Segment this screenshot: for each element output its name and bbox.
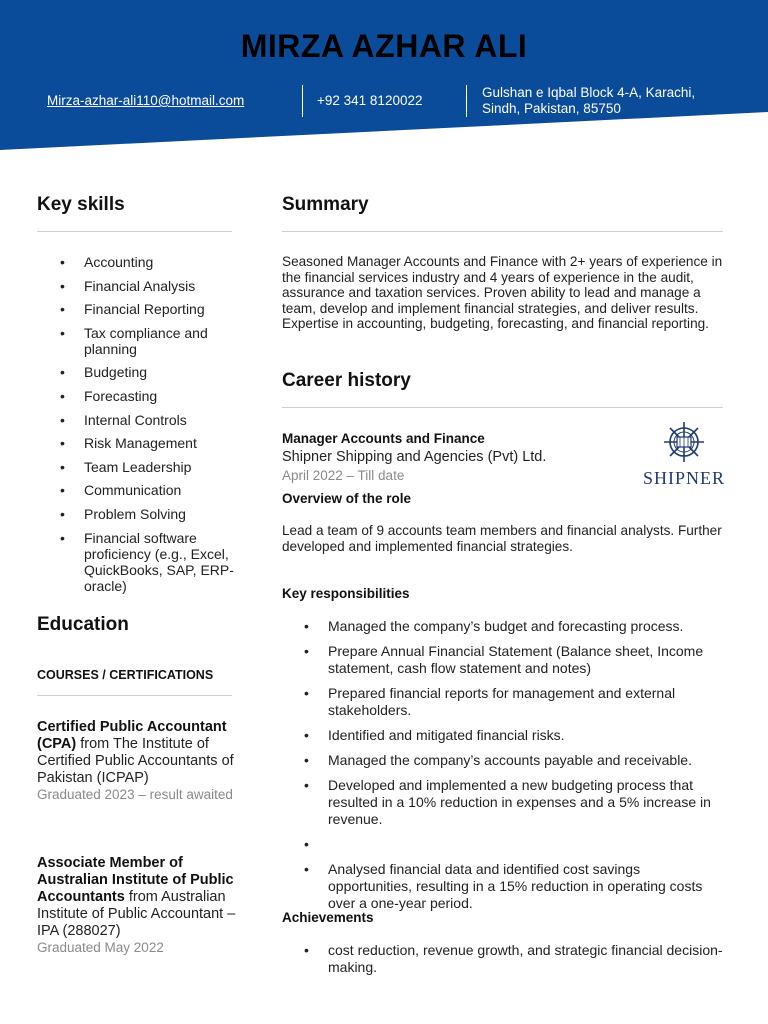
key-skills-list — [60, 254, 240, 601]
list-item: • Managed the company’s accounts payable and receivable. — [304, 752, 724, 769]
list-item: • Communication — [60, 482, 240, 498]
list-item: • Managed the company’s budget and forecasting process. — [304, 618, 724, 635]
header-band — [0, 0, 768, 160]
address — [482, 85, 742, 117]
career-history-heading: Career history — [282, 370, 411, 391]
address-line-2: Sindh, Pakistan, 85750 — [482, 101, 621, 116]
section-divider — [282, 231, 723, 232]
list-item: • Budgeting — [60, 364, 240, 380]
phone-number: +92 341 8120022 — [317, 93, 423, 108]
summary-heading: Summary — [282, 194, 369, 215]
section-divider — [37, 231, 232, 232]
email-link[interactable]: Mirza-azhar-ali110@hotmail.com — [47, 93, 245, 108]
certification-institution: from Australian Institute of Public Accountant – IPA (288027) — [37, 889, 236, 939]
list-item: • Forecasting — [60, 388, 240, 404]
list-item: • Developed and implemented a new budgeting process that resulted in a 10% reduction in expenses and a 5% increase in revenue. — [304, 777, 724, 828]
section-divider — [282, 407, 723, 408]
overview-text: Lead a team of 9 accounts team members and financial analysts. Further developed and implemented financial strategies. — [282, 523, 722, 554]
job-title: Manager Accounts and Finance — [282, 431, 485, 446]
education-heading: Education — [37, 614, 129, 635]
list-item: • Analysed financial data and identified cost savings opportunities, resulting in a 15% reduction in operating costs over a one-year period. — [304, 861, 724, 912]
list-item: • Internal Controls — [60, 412, 240, 428]
graduation-status: Graduated May 2022 — [37, 940, 164, 955]
list-item: • Problem Solving — [60, 506, 240, 522]
achievements-heading: Achievements — [282, 910, 374, 925]
list-item: • Financial Analysis — [60, 278, 240, 294]
list-item: • cost reduction, revenue growth, and strategic financial decision-making. — [304, 942, 724, 976]
list-item: • Identified and mitigated financial risks. — [304, 727, 724, 744]
responsibilities-heading: Key responsibilities — [282, 586, 410, 601]
summary-text: Seasoned Manager Accounts and Finance with 2+ years of experience in the financial services industry and 4 years of experience in the audit, assurance and taxation services. Proven ability to lead and manage a team, develop and implement financial strategies, and deliver results. Expertise in accounting, budgeting, forecasting, and financial reporting. — [282, 254, 723, 332]
list-item: • Financial software proficiency (e.g., Excel, QuickBooks, SAP, ERP- oracle) — [60, 530, 240, 594]
certification-title: Certified Public Accountant (CPA) — [37, 719, 227, 752]
list-item: • Risk Management — [60, 435, 240, 451]
employment-dates: April 2022 – Till date — [282, 468, 405, 483]
list-item: • Financial Reporting — [60, 301, 240, 317]
education-entry — [37, 855, 242, 956]
education-entry — [37, 719, 242, 803]
candidate-name: MIRZA AZHAR ALI — [240, 28, 528, 64]
list-item: • Prepared financial reports for management and external stakeholders. — [304, 685, 724, 719]
company-name: Shipner Shipping and Agencies (Pvt) Ltd. — [282, 449, 547, 465]
responsibilities-list — [304, 618, 724, 920]
certification-title: Associate Member of Australian Institute of Public Accountants — [37, 855, 234, 905]
courses-subheading: COURSES / CERTIFICATIONS — [37, 668, 214, 682]
achievements-list — [304, 942, 724, 984]
overview-heading: Overview of the role — [282, 491, 412, 506]
contact-divider — [466, 85, 467, 117]
certification-institution: from The Institute of Certified Public Accountants of Pakistan (ICPAP) — [37, 736, 234, 786]
list-item: • Tax compliance and planning — [60, 325, 240, 357]
graduation-status: Graduated 2023 – result awaited — [37, 787, 233, 802]
list-item — [304, 836, 724, 853]
list-item: • Team Leadership — [60, 459, 240, 475]
section-divider — [37, 695, 232, 696]
list-item: • Accounting — [60, 254, 240, 270]
company-logo-text: SHIPNER — [642, 468, 725, 488]
key-skills-heading: Key skills — [37, 194, 125, 215]
list-item: • Prepare Annual Financial Statement (Balance sheet, Income statement, cash flow statement and notes) — [304, 643, 724, 677]
address-line-1: Gulshan e Iqbal Block 4-A, Karachi, — [482, 85, 696, 100]
contact-divider — [302, 85, 303, 117]
